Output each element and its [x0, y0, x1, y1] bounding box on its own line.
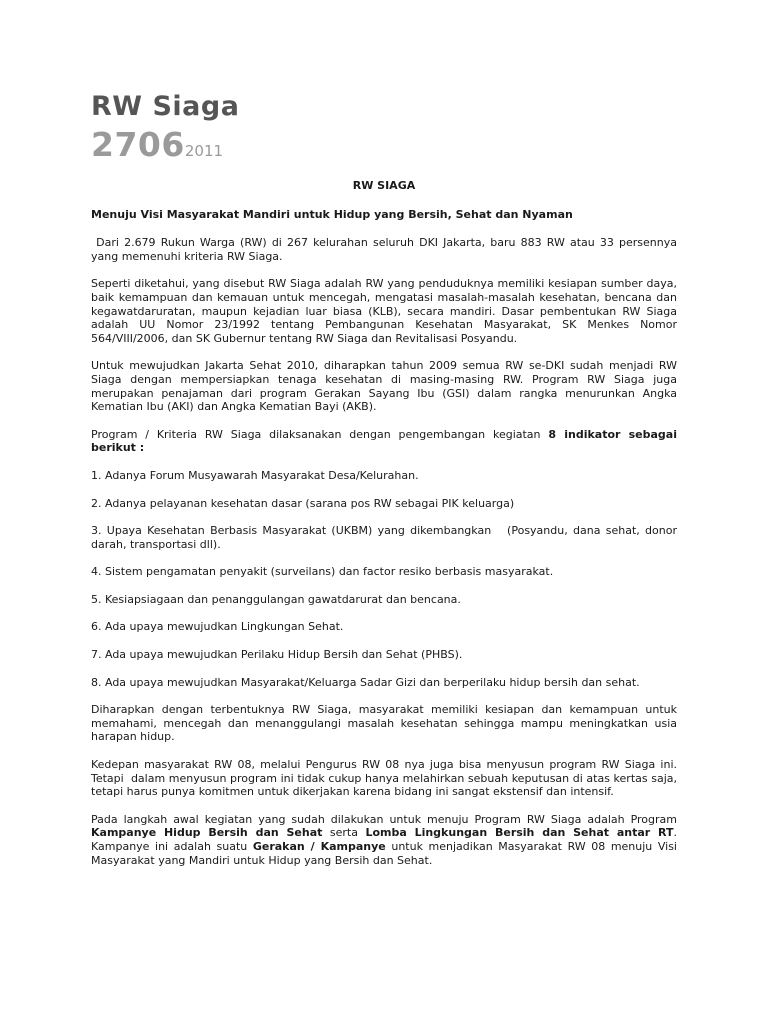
- first-steps-text-2: serta: [322, 826, 366, 840]
- first-steps-bold-3: Gerakan / Kampanye: [252, 840, 386, 853]
- list-item: 2. Adanya pelayanan kesehatan dasar (sarana pos RW sebagai PIK keluarga): [91, 496, 515, 510]
- paragraph-intro: Dari 2.679 Rukun Warga (RW) di 267 kelurahan seluruh DKI Jakarta, baru 883 RW atau 33 persennya yang memenuhi kriteria RW Siaga.: [91, 236, 681, 263]
- paragraph-definition: Seperti diketahui, yang disebut RW Siaga adalah RW yang penduduknya memiliki kesiapan sumber daya, baik kemampuan dan kemauan untuk mencegah, mengatasi masalah-masalah kesehatan, bencana dan kegawatdaruratan, maupun kejadian luar biasa (KLB), secara mandiri. Dasar pembentukan RW Siaga adalah UU Nomor 23/1992 tentang Pembangunan Kesehatan Masyarakat, SK Menkes Nomor 564/VIII/2006, dan SK Gubernur tentang RW Siaga dan Revitalisasi Posyandu.: [91, 277, 677, 345]
- list-item: 3. Upaya Kesehatan Berbasis Masyarakat (UKBM) yang dikembangkan (Posyandu, dana sehat, donor darah, transportasi dll).: [91, 524, 681, 551]
- list-item: 1. Adanya Forum Musyawarah Masyarakat Desa/Kelurahan.: [91, 468, 419, 482]
- paragraph-program-criteria: [91, 428, 677, 455]
- document-heading: RW SIAGA: [352, 179, 416, 192]
- document-body: [91, 179, 681, 867]
- document-subheading: Menuju Visi Masyarakat Mandiri untuk Hidup yang Bersih, Sehat dan Nyaman: [91, 207, 573, 221]
- first-steps-bold-2: Lomba Lingkungan Bersih dan Sehat antar RT: [365, 826, 674, 840]
- program-criteria-text: Program / Kriteria RW Siaga dilaksanakan dengan pengembangan kegiatan: [91, 427, 549, 441]
- paragraph-future: Kedepan masyarakat RW 08, melalui Pengurus RW 08 nya juga bisa menyusun program RW Siaga ini. Tetapi dalam menyusun program ini tidak cukup hanya melahirkan sebuah keputusan di atas kertas saja, tetapi harus punya komitmen untuk dikerjakan karena bidang ini sangat ekstensif dan intensif.: [91, 758, 681, 799]
- list-item: 5. Kesiapsiagaan dan penanggulangan gawatdarurat dan bencana.: [91, 592, 461, 606]
- first-steps-bold-1: Kampanye Hidup Bersih dan Sehat: [91, 826, 323, 840]
- first-steps-text-3: . Kampanye ini adalah suatu: [91, 826, 677, 853]
- list-item: 4. Sistem pengamatan penyakit (surveilans) dan factor resiko berbasis masyarakat.: [91, 565, 554, 579]
- post-date-day: 2706: [91, 125, 185, 164]
- program-criteria-bold: 8 indikator sebagai berikut :: [91, 427, 677, 455]
- list-item: 7. Ada upaya mewujudkan Perilaku Hidup Bersih dan Sehat (PHBS).: [91, 648, 463, 662]
- first-steps-text-1: Pada langkah awal kegiatan yang sudah dilakukan untuk menuju Program RW Siaga adalah Program: [91, 812, 677, 826]
- document-page: [91, 88, 681, 881]
- post-title: RW Siaga: [91, 91, 240, 122]
- list-item: 6. Ada upaya mewujudkan Lingkungan Sehat.: [91, 620, 344, 634]
- paragraph-expectation: Diharapkan dengan terbentuknya RW Siaga, masyarakat memiliki kesiapan dan kemampuan untuk memahami, mencegah dan menanggulangi masalah kesehatan sehingga mampu meningkatkan usia harapan hidup.: [91, 703, 677, 744]
- post-date-year: 2011: [184, 142, 224, 160]
- paragraph-jakarta-sehat: Untuk mewujudkan Jakarta Sehat 2010, diharapkan tahun 2009 semua RW se-DKI sudah menjadi RW Siaga dengan mempersiapkan tenaga kesehatan di masing-masing RW. Program RW Siaga juga merupakan penajaman dari program Gerakan Sayang Ibu (GSI) dalam rangka menurunkan Angka Kematian Ibu (AKI) dan Angka Kematian Bayi (AKB).: [91, 359, 677, 414]
- paragraph-first-steps: [91, 813, 677, 867]
- post-date: [91, 126, 677, 166]
- list-item: 8. Ada upaya mewujudkan Masyarakat/Keluarga Sadar Gizi dan berperilaku hidup bersih dan sehat.: [91, 675, 640, 689]
- first-steps-text-4: untuk menjadikan Masyarakat RW 08 menuju Visi Masyarakat yang Mandiri untuk Hidup yang Bersih dan Sehat.: [91, 840, 677, 867]
